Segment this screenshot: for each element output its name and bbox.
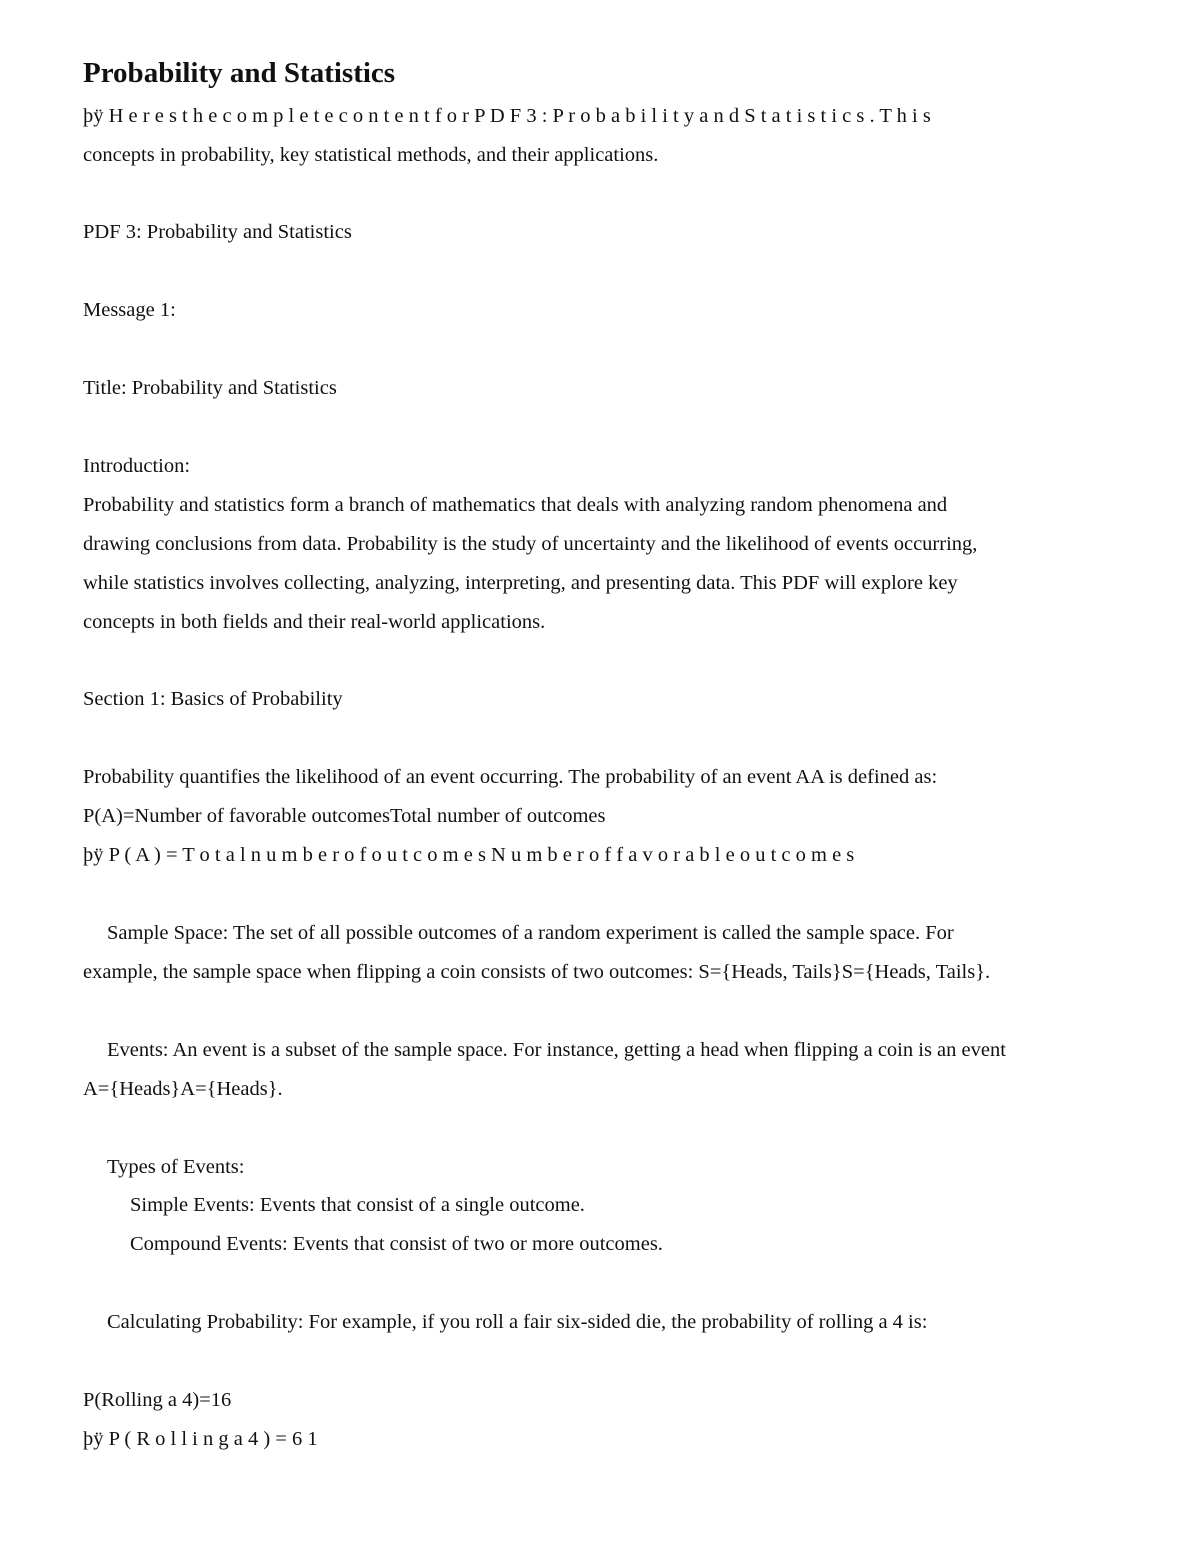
garbled-formula-line: þÿ P ( R o l l i n g a 4 ) = 6 1 bbox=[83, 1428, 318, 1450]
garbled-intro-line: þÿ H e r e s t h e c o m p l e t e c o n t e n t f o r P D F 3 : P r o b a b i l i t y a n d S t a t i s t i c s . T h i s bbox=[83, 105, 931, 127]
paragraph-line: concepts in probability, key statistical methods, and their applications. bbox=[83, 144, 659, 166]
introduction-heading: Introduction: bbox=[83, 455, 191, 477]
paragraph-line: drawing conclusions from data. Probability is the study of uncertainty and the likelihood of events occurring, bbox=[83, 533, 978, 555]
bullet-line: Calculating Probability: For example, if you roll a fair six-sided die, the probability of rolling a 4 is: bbox=[107, 1311, 928, 1333]
document-title: Probability and Statistics bbox=[83, 57, 396, 89]
section-heading: Section 1: Basics of Probability bbox=[83, 688, 343, 710]
paragraph-line: Probability and statistics form a branch of mathematics that deals with analyzing random phenomena and bbox=[83, 494, 948, 516]
garbled-formula-line: þÿ P ( A ) = T o t a l n u m b e r o f o u t c o m e s N u m b e r o f f a v o r a b l e o u t c o m e s bbox=[83, 844, 855, 866]
formula-line: P(Rolling a 4)=16 bbox=[83, 1389, 232, 1411]
bullet-line: Sample Space: The set of all possible outcomes of a random experiment is called the sample space. For bbox=[107, 922, 954, 944]
sub-bullet-line: Compound Events: Events that consist of two or more outcomes. bbox=[130, 1233, 663, 1255]
paragraph-line: Probability quantifies the likelihood of an event occurring. The probability of an event AA is defined as: bbox=[83, 766, 938, 788]
title-line: Title: Probability and Statistics bbox=[83, 377, 337, 399]
formula-line: P(A)=Number of favorable outcomesTotal number of outcomes bbox=[83, 805, 606, 827]
sub-bullet-line: Simple Events: Events that consist of a single outcome. bbox=[130, 1194, 585, 1216]
types-heading: Types of Events: bbox=[107, 1156, 245, 1178]
pdf-heading: PDF 3: Probability and Statistics bbox=[83, 221, 352, 243]
message-label: Message 1: bbox=[83, 299, 176, 321]
paragraph-line: example, the sample space when flipping a coin consists of two outcomes: S={Heads, Tails}S={Heads, Tails}. bbox=[83, 961, 991, 983]
paragraph-line: A={Heads}A={Heads}. bbox=[83, 1078, 283, 1100]
paragraph-line: while statistics involves collecting, analyzing, interpreting, and presenting data. This PDF will explore key bbox=[83, 572, 958, 594]
bullet-line: Events: An event is a subset of the sample space. For instance, getting a head when flipping a coin is an event bbox=[107, 1039, 1006, 1061]
paragraph-line: concepts in both fields and their real-world applications. bbox=[83, 611, 546, 633]
